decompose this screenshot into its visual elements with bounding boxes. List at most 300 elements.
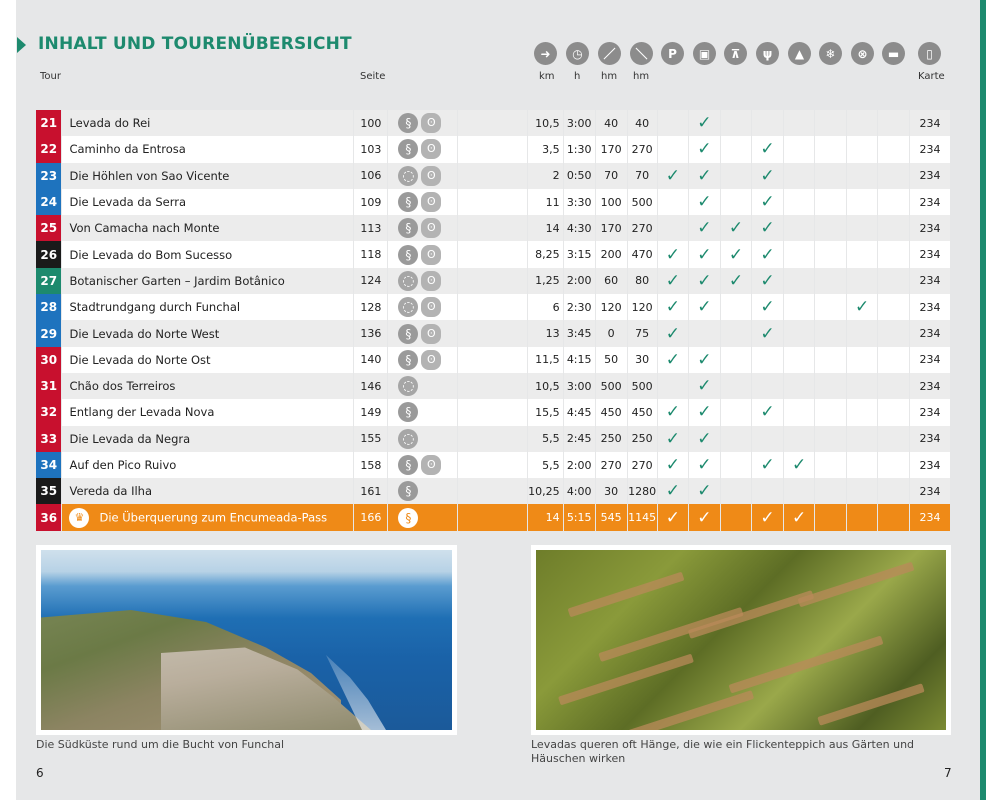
ascent-icon: ／ <box>598 42 621 65</box>
tour-spacer <box>458 373 528 399</box>
tour-spacer <box>458 294 528 320</box>
tour-map-ref: 234 <box>909 215 950 241</box>
checkmark-icon: ✓ <box>697 455 712 475</box>
tour-ascent: 250 <box>595 426 627 452</box>
tour-name-text: Entlang der Levada Nova <box>69 405 215 420</box>
checkmark-cell <box>783 215 815 241</box>
tour-descent: 270 <box>627 215 657 241</box>
checkmark-cell <box>783 268 815 294</box>
tour-type-icons <box>388 294 458 320</box>
child-friendly-icon: ʘ <box>421 271 441 291</box>
tour-type-icons <box>388 320 458 346</box>
checkmark-icon: ✓ <box>697 244 712 265</box>
checkmark-icon: ✓ <box>697 270 712 291</box>
tour-descent: 500 <box>627 373 657 399</box>
checkmark-cell <box>878 268 910 294</box>
summit-icon: ▲ <box>788 42 811 65</box>
winter-icon: ❄ <box>819 42 842 65</box>
tour-km: 14 <box>528 215 564 241</box>
checkmark-cell <box>720 136 752 162</box>
map-icon: ▯ <box>918 42 941 65</box>
checkmark-icon: ✓ <box>697 297 712 318</box>
tour-km: 11,5 <box>528 347 564 373</box>
checkmark-icon: ✓ <box>760 402 775 423</box>
checkmark-cell <box>720 241 752 267</box>
checkmark-cell <box>752 347 784 373</box>
checkmark-icon: ✓ <box>697 349 712 370</box>
path-icon: § <box>398 192 418 212</box>
tour-number: 32 <box>36 399 62 425</box>
signpost-icon: ➜ <box>534 42 557 65</box>
tour-spacer <box>458 347 528 373</box>
tour-name-text: Auf den Pico Ruivo <box>69 458 177 472</box>
tour-row <box>36 215 951 241</box>
checkmark-cell <box>783 399 815 425</box>
checkmark-cell <box>783 452 815 478</box>
tour-map-ref: 234 <box>909 294 950 320</box>
bicycle-icon: ⊗ <box>851 42 874 65</box>
tour-row <box>36 189 951 215</box>
checkmark-cell <box>752 241 784 267</box>
tour-number: 28 <box>36 294 62 320</box>
checkmark-cell <box>720 504 752 530</box>
page-left-margin <box>0 0 16 800</box>
tour-hours: 2:00 <box>563 452 595 478</box>
tour-name <box>62 294 354 320</box>
tour-number: 22 <box>36 136 62 162</box>
page-title: INHALT UND TOURENÜBERSICHT <box>38 34 352 54</box>
highlight-crown-icon: ♛ <box>69 508 89 528</box>
tour-ascent: 50 <box>595 347 627 373</box>
tour-name-text: Stadtrundgang durch Funchal <box>69 300 241 315</box>
checkmark-cell <box>720 110 752 136</box>
checkmark-cell <box>878 320 910 346</box>
tour-map-ref: 234 <box>909 426 950 452</box>
checkmark-cell <box>878 294 910 320</box>
checkmark-cell <box>689 426 721 452</box>
checkmark-cell <box>689 136 721 162</box>
tour-name <box>62 320 354 346</box>
checkmark-cell <box>846 478 878 504</box>
checkmark-cell <box>846 294 878 320</box>
checkmark-cell <box>815 399 847 425</box>
tour-row <box>36 478 951 504</box>
checkmark-cell <box>720 426 752 452</box>
tour-map-ref: 234 <box>909 110 950 136</box>
tour-row <box>36 136 951 162</box>
tour-row <box>36 110 951 136</box>
tour-row <box>36 399 951 425</box>
tour-map-ref: 234 <box>909 347 950 373</box>
tour-descent: 75 <box>627 320 657 346</box>
checkmark-icon: ✓ <box>665 428 680 449</box>
checkmark-cell <box>752 136 784 162</box>
checkmark-cell <box>657 373 689 399</box>
checkmark-icon: ✓ <box>760 323 775 344</box>
checkmark-cell <box>657 268 689 294</box>
tour-hours: 3:30 <box>563 189 595 215</box>
child-friendly-icon: ʘ <box>421 350 441 370</box>
tour-row <box>36 426 951 452</box>
caption-left: Die Südküste rund um die Bucht von Funchal <box>36 738 285 751</box>
checkmark-cell <box>752 452 784 478</box>
checkmark-cell <box>752 426 784 452</box>
checkmark-icon: ✓ <box>728 244 744 265</box>
checkmark-icon: ✓ <box>697 192 712 213</box>
checkmark-cell <box>846 320 878 346</box>
tour-type-icons <box>388 215 458 241</box>
tour-page: 106 <box>354 163 388 189</box>
page-number-left: 6 <box>36 766 44 780</box>
checkmark-cell <box>720 452 752 478</box>
checkmark-cell <box>720 268 752 294</box>
tour-name-text: Vereda da Ilha <box>69 484 152 499</box>
tour-page: 149 <box>354 399 388 425</box>
tour-row <box>36 268 951 294</box>
checkmark-cell <box>878 215 910 241</box>
tour-spacer <box>458 163 528 189</box>
tour-ascent: 60 <box>595 268 627 294</box>
tour-number: 36 <box>36 504 62 530</box>
tour-km: 1,25 <box>528 268 564 294</box>
tour-km: 13 <box>528 320 564 346</box>
parking-icon: P <box>661 42 684 65</box>
tour-ascent: 120 <box>595 294 627 320</box>
checkmark-cell <box>878 504 910 530</box>
tour-descent: 470 <box>627 241 657 267</box>
tour-spacer <box>458 189 528 215</box>
checkmark-cell <box>783 373 815 399</box>
tour-spacer <box>458 241 528 267</box>
checkmark-cell <box>846 136 878 162</box>
tour-name-text: Levada do Rei <box>69 116 151 131</box>
tour-type-icons <box>388 268 458 294</box>
tour-row <box>36 373 951 399</box>
checkmark-cell <box>720 347 752 373</box>
descent-icon: ＼ <box>630 42 653 65</box>
tour-number: 29 <box>36 320 62 346</box>
checkmark-cell <box>783 136 815 162</box>
tour-name <box>62 215 354 241</box>
checkmark-icon: ✓ <box>697 113 712 134</box>
checkmark-cell <box>689 215 721 241</box>
loop-icon: ◌ <box>398 166 418 186</box>
tour-row <box>36 294 951 320</box>
checkmark-cell <box>752 320 784 346</box>
tour-spacer <box>458 452 528 478</box>
tour-ascent: 170 <box>595 215 627 241</box>
checkmark-cell <box>657 399 689 425</box>
tour-descent: 250 <box>627 426 657 452</box>
checkmark-icon: ✓ <box>760 139 775 160</box>
checkmark-cell <box>689 373 721 399</box>
checkmark-cell <box>815 294 847 320</box>
checkmark-cell <box>720 373 752 399</box>
tour-descent: 120 <box>627 294 657 320</box>
tour-name <box>62 426 354 452</box>
checkmark-icon: ✓ <box>760 507 775 528</box>
tour-hours: 0:50 <box>563 163 595 189</box>
checkmark-cell <box>752 189 784 215</box>
tour-km: 11 <box>528 189 564 215</box>
path-icon: § <box>398 455 418 475</box>
tour-number: 24 <box>36 189 62 215</box>
checkmark-icon: ✓ <box>665 481 680 502</box>
checkmark-cell <box>752 110 784 136</box>
checkmark-cell <box>752 399 784 425</box>
checkmark-cell <box>815 215 847 241</box>
checkmark-cell <box>846 163 878 189</box>
tour-name-text: Die Levada da Negra <box>69 431 191 446</box>
tour-row <box>36 347 951 373</box>
checkmark-cell <box>878 373 910 399</box>
child-friendly-icon: ʘ <box>421 245 441 265</box>
tour-page: 124 <box>354 268 388 294</box>
tour-page: 166 <box>354 504 388 530</box>
tour-map-ref: 234 <box>909 163 950 189</box>
tour-name <box>62 163 354 189</box>
checkmark-cell <box>815 478 847 504</box>
tour-number: 23 <box>36 163 62 189</box>
tour-page: 100 <box>354 110 388 136</box>
checkmark-icon: ✓ <box>760 192 775 213</box>
tour-page: 155 <box>354 426 388 452</box>
checkmark-cell <box>657 504 689 530</box>
tour-km: 10,5 <box>528 373 564 399</box>
checkmark-cell <box>689 320 721 346</box>
tour-number: 30 <box>36 347 62 373</box>
checkmark-cell <box>752 215 784 241</box>
tour-spacer <box>458 399 528 425</box>
tour-hours: 4:30 <box>563 215 595 241</box>
tour-spacer <box>458 110 528 136</box>
checkmark-cell <box>720 399 752 425</box>
photo-funchal-coast <box>36 545 457 735</box>
checkmark-cell <box>689 110 721 136</box>
tour-descent: 450 <box>627 399 657 425</box>
tour-page: 140 <box>354 347 388 373</box>
checkmark-cell <box>689 294 721 320</box>
checkmark-icon: ✓ <box>760 165 775 186</box>
checkmark-cell <box>783 478 815 504</box>
tour-number: 31 <box>36 373 62 399</box>
tour-row <box>36 504 951 530</box>
tour-spacer <box>458 268 528 294</box>
tour-name <box>62 268 354 294</box>
tour-number: 26 <box>36 241 62 267</box>
checkmark-icon: ✓ <box>665 507 680 528</box>
checkmark-cell <box>878 478 910 504</box>
tour-map-ref: 234 <box>909 399 950 425</box>
checkmark-cell <box>752 268 784 294</box>
checkmark-cell <box>720 163 752 189</box>
tour-ascent: 40 <box>595 110 627 136</box>
header-hm-down: hm <box>633 71 650 82</box>
tour-ascent: 270 <box>595 452 627 478</box>
loop-icon: ◌ <box>398 376 418 396</box>
checkmark-cell <box>815 110 847 136</box>
tour-page: 146 <box>354 373 388 399</box>
header-tour: Tour <box>40 71 61 82</box>
checkmark-cell <box>720 215 752 241</box>
path-icon: § <box>398 350 418 370</box>
tour-map-ref: 234 <box>909 373 950 399</box>
checkmark-icon: ✓ <box>791 507 807 528</box>
tour-hours: 3:00 <box>563 110 595 136</box>
tour-page: 109 <box>354 189 388 215</box>
checkmark-icon: ✓ <box>728 270 744 291</box>
child-friendly-icon: ʘ <box>421 139 441 159</box>
checkmark-cell <box>689 399 721 425</box>
checkmark-cell <box>846 241 878 267</box>
checkmark-cell <box>846 426 878 452</box>
checkmark-icon: ✓ <box>697 165 712 186</box>
checkmark-icon: ✓ <box>760 455 775 475</box>
page-number-right: 7 <box>944 766 952 780</box>
tour-page: 128 <box>354 294 388 320</box>
tour-name <box>62 478 354 504</box>
tour-type-icons <box>388 347 458 373</box>
child-friendly-icon: ʘ <box>421 218 441 238</box>
tour-type-icons <box>388 189 458 215</box>
tour-type-icons <box>388 399 458 425</box>
clock-icon: ◷ <box>566 42 589 65</box>
path-icon: § <box>398 218 418 238</box>
child-friendly-icon: ʘ <box>421 166 441 186</box>
checkmark-icon: ✓ <box>697 507 712 528</box>
header-karte: Karte <box>918 71 945 82</box>
tour-ascent: 545 <box>595 504 627 530</box>
checkmark-cell <box>657 320 689 346</box>
tour-ascent: 200 <box>595 241 627 267</box>
checkmark-cell <box>752 294 784 320</box>
tour-name-text: Die Levada do Norte West <box>69 326 220 341</box>
loop-icon: ◌ <box>398 429 418 449</box>
car-icon: ▬ <box>882 42 905 65</box>
checkmark-cell <box>720 189 752 215</box>
checkmark-cell <box>815 163 847 189</box>
photo-terraced-slopes <box>531 545 951 735</box>
checkmark-icon: ✓ <box>760 244 775 265</box>
checkmark-cell <box>657 241 689 267</box>
checkmark-cell <box>720 294 752 320</box>
tour-map-ref: 234 <box>909 504 950 530</box>
checkmark-cell <box>657 215 689 241</box>
tour-hours: 4:15 <box>563 347 595 373</box>
tour-map-ref: 234 <box>909 320 950 346</box>
checkmark-cell <box>815 347 847 373</box>
caption-right-line2: Häuschen wirken <box>531 752 626 765</box>
checkmark-icon: ✓ <box>697 402 712 423</box>
tour-name-text: Caminho da Entrosa <box>69 142 186 157</box>
checkmark-icon: ✓ <box>697 376 712 397</box>
checkmark-cell <box>815 504 847 530</box>
tour-name <box>62 241 354 267</box>
tour-ascent: 170 <box>595 136 627 162</box>
checkmark-icon: ✓ <box>665 165 680 186</box>
checkmark-icon: ✓ <box>665 349 680 370</box>
tour-name <box>62 373 354 399</box>
checkmark-cell <box>846 268 878 294</box>
tour-spacer <box>458 136 528 162</box>
tour-hours: 4:00 <box>563 478 595 504</box>
tour-km: 14 <box>528 504 564 530</box>
tour-map-ref: 234 <box>909 452 950 478</box>
checkmark-cell <box>878 452 910 478</box>
tour-type-icons <box>388 504 458 530</box>
tour-descent: 80 <box>627 268 657 294</box>
tour-km: 10,5 <box>528 110 564 136</box>
tour-type-icons <box>388 452 458 478</box>
tour-descent: 1280 <box>627 478 657 504</box>
checkmark-cell <box>657 426 689 452</box>
checkmark-cell <box>783 189 815 215</box>
tour-type-icons <box>388 163 458 189</box>
checkmark-icon: ✓ <box>760 297 775 318</box>
checkmark-cell <box>752 373 784 399</box>
checkmark-cell <box>783 320 815 346</box>
checkmark-icon: ✓ <box>791 455 807 475</box>
checkmark-cell <box>689 347 721 373</box>
checkmark-cell <box>846 110 878 136</box>
tour-name <box>62 136 354 162</box>
checkmark-icon: ✓ <box>760 270 775 291</box>
checkmark-cell <box>752 163 784 189</box>
child-friendly-icon: ʘ <box>421 192 441 212</box>
child-friendly-icon: ʘ <box>421 455 441 475</box>
checkmark-cell <box>783 504 815 530</box>
tour-km: 15,5 <box>528 399 564 425</box>
child-friendly-icon: ʘ <box>421 324 441 344</box>
checkmark-cell <box>657 452 689 478</box>
checkmark-icon: ✓ <box>665 270 680 291</box>
tour-name <box>62 504 354 530</box>
tour-number: 35 <box>36 478 62 504</box>
tour-name-text: Chão dos Terreiros <box>69 379 176 394</box>
tour-name <box>62 347 354 373</box>
tour-km: 3,5 <box>528 136 564 162</box>
checkmark-icon: ✓ <box>697 428 712 449</box>
tour-hours: 3:15 <box>563 241 595 267</box>
tour-map-ref: 234 <box>909 478 950 504</box>
tour-name-text: Von Camacha nach Monte <box>69 221 220 236</box>
child-friendly-icon: ʘ <box>421 297 441 317</box>
tour-type-icons <box>388 373 458 399</box>
checkmark-icon: ✓ <box>760 218 775 239</box>
tour-hours: 4:45 <box>563 399 595 425</box>
tour-hours: 2:45 <box>563 426 595 452</box>
tour-name-text: Die Höhlen von Sao Vicente <box>69 168 230 183</box>
tour-descent: 70 <box>627 163 657 189</box>
header-h: h <box>574 71 581 82</box>
tour-type-icons <box>388 241 458 267</box>
checkmark-cell <box>815 189 847 215</box>
path-icon: § <box>398 245 418 265</box>
path-icon: § <box>398 113 418 133</box>
checkmark-cell <box>846 189 878 215</box>
checkmark-cell <box>752 504 784 530</box>
checkmark-icon: ✓ <box>855 297 870 318</box>
tour-hours: 5:15 <box>563 504 595 530</box>
tour-spacer <box>458 504 528 530</box>
checkmark-cell <box>815 268 847 294</box>
checkmark-cell <box>846 347 878 373</box>
tour-number: 27 <box>36 268 62 294</box>
tour-km: 6 <box>528 294 564 320</box>
checkmark-cell <box>689 163 721 189</box>
tour-km: 5,5 <box>528 452 564 478</box>
checkmark-cell <box>846 373 878 399</box>
